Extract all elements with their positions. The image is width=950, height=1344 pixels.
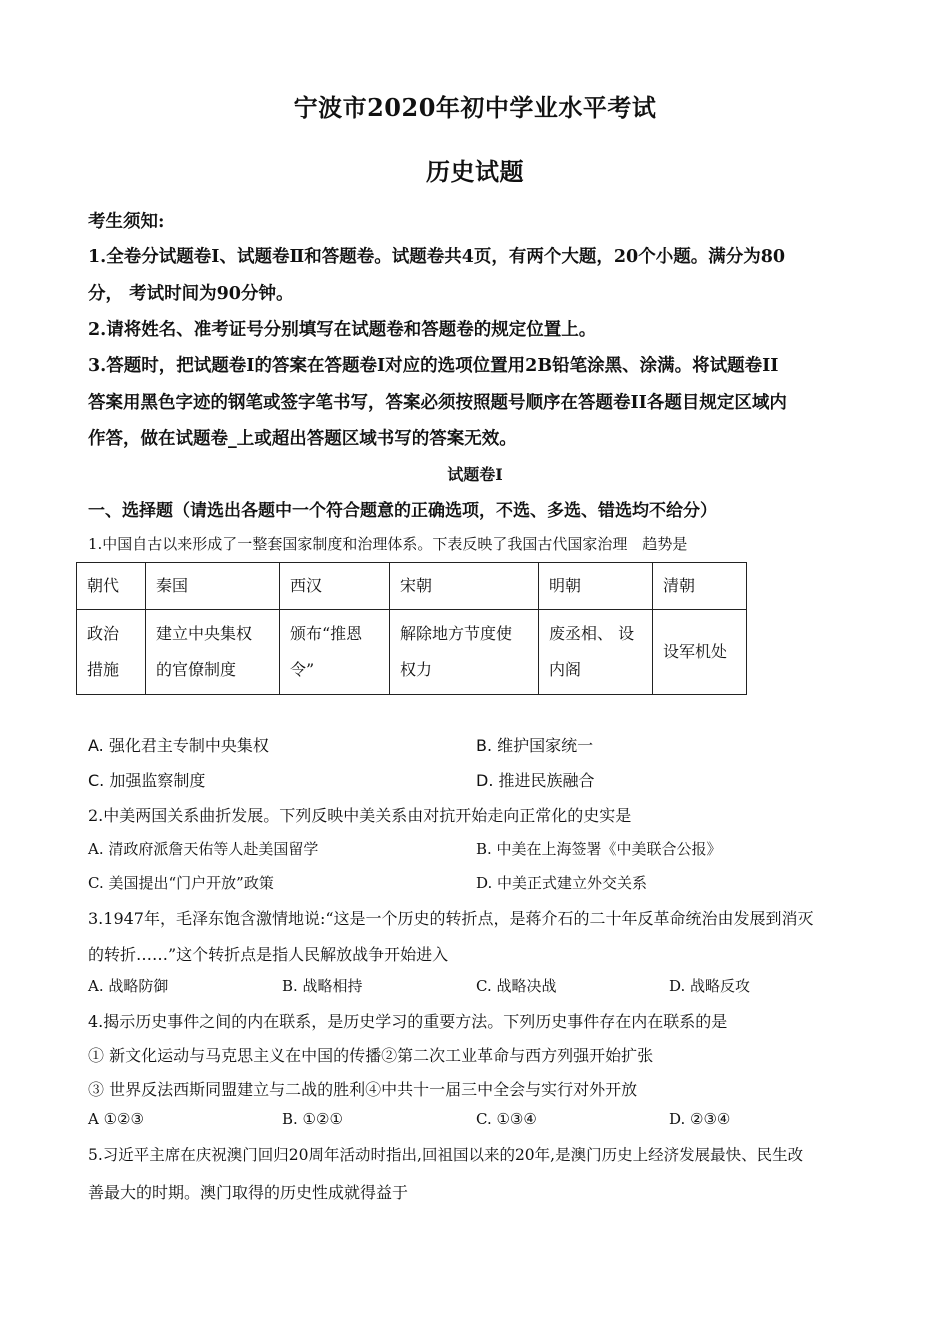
table-cell — [653, 610, 747, 695]
q2-option-b: B. 中美在上海签署《中美联合公报》 — [476, 840, 722, 858]
notice-line-1: 1.全卷分试题卷I、试题卷Ⅱ和答题卷。试题卷共4页，有两个大题，20个小题。满分为80 — [88, 247, 786, 267]
q1-option-b: B. 维护国家统一 — [476, 736, 594, 755]
cell-line: 建立中央集权 — [156, 624, 253, 643]
notice-line-3: 2.请将姓名、准考证号分别填写在试题卷和答题卷的规定位置上。 — [88, 320, 597, 340]
cell-line: 权力 — [400, 660, 433, 679]
q3-option-a: A. 战略防御 — [88, 977, 169, 995]
table-cell: 明朝 — [539, 563, 653, 610]
q4-option-c: C. ①③④ — [476, 1110, 537, 1128]
table-cell — [539, 610, 653, 695]
q4-option-a: A ①②③ — [88, 1110, 144, 1128]
table-cell: 朝代 — [77, 563, 146, 610]
table-cell: 清朝 — [653, 563, 747, 610]
exam-subtitle: 历史试题 — [426, 157, 524, 186]
notice-line-6: 作答，做在试题卷_上或超出答题区域书写的答案无效。 — [88, 429, 517, 449]
cell-line: 令” — [290, 660, 315, 679]
q3-option-b: B. 战略相持 — [282, 977, 363, 995]
q4-items-line-2: ③ 世界反法西斯同盟建立与二战的胜利④中共十一届三中全会与实行对外开放 — [88, 1080, 638, 1099]
q5-stem-line-2: 善最大的时期。澳门取得的历史性成就得益于 — [88, 1183, 409, 1202]
table-cell — [146, 610, 280, 695]
q1-option-c: C. 加强监察制度 — [88, 771, 206, 790]
q1-option-a: A. 强化君主专制中央集权 — [88, 736, 269, 755]
cell-line: 设军机处 — [663, 642, 728, 661]
q4-option-b: B. ①②① — [282, 1110, 343, 1128]
cell-line: 措施 — [87, 660, 120, 679]
q1-option-d: D. 推进民族融合 — [476, 771, 595, 790]
notice-line-4: 3.答题时，把试题卷I的答案在答题卷I对应的选项位置用2B铅笔涂黑、涂满。将试题卷II — [88, 356, 779, 376]
q3-stem-line-2: 的转折……”这个转折点是指人民解放战争开始进入 — [88, 945, 449, 964]
q3-option-c: C. 战略决战 — [476, 977, 557, 995]
table-cell — [77, 610, 146, 695]
cell-line: 废丞相、 设 — [549, 624, 635, 643]
q4-option-d: D. ②③④ — [669, 1110, 731, 1128]
q5-stem-line-1: 5.习近平主席在庆祝澳门回归20周年活动时指出,回祖国以来的20年,是澳门历史上经济发展最快、民生改 — [88, 1146, 804, 1164]
q4-stem: 4.揭示历史事件之间的内在联系，是历史学习的重要方法。下列历史事件存在内在联系的是 — [88, 1012, 728, 1031]
q2-option-d: D. 中美正式建立外交关系 — [476, 874, 648, 892]
cell-line: 政治 — [87, 624, 120, 643]
q2-option-a: A. 清政府派詹天佑等人赴美国留学 — [88, 840, 319, 858]
paper-label: 试题卷I — [447, 465, 503, 484]
q2-stem: 2.中美两国关系曲折发展。下列反映中美关系由对抗开始走向正常化的史实是 — [88, 806, 632, 825]
q3-option-d: D. 战略反攻 — [669, 977, 751, 995]
notice-line-2: 分， 考试时间为90分钟。 — [88, 284, 294, 304]
exam-title: 宁波市2020年初中学业水平考试 — [293, 93, 657, 122]
q1-stem: 1.中国自古以来形成了一整套国家制度和治理体系。下表反映了我国古代国家治理 趋势是 — [88, 535, 688, 553]
cell-line: 的官僚制度 — [156, 660, 237, 679]
table-cell — [390, 610, 539, 695]
table-row — [77, 563, 747, 610]
table-cell: 西汉 — [280, 563, 390, 610]
q1-history-table — [76, 562, 747, 695]
table-cell: 宋朝 — [390, 563, 539, 610]
section-heading: 一、选择题（请选出各题中一个符合题意的正确选项，不选、多选、错选均不给分） — [88, 501, 717, 521]
table-row — [77, 610, 747, 695]
notice-heading: 考生须知: — [88, 212, 165, 232]
q2-option-c: C. 美国提出“门户开放”政策 — [88, 874, 274, 892]
notice-line-5: 答案用黑色字迹的钢笔或签字笔书写，答案必须按照题号顺序在答题卷II各题目规定区域内 — [88, 393, 787, 413]
cell-line: 内阁 — [549, 660, 582, 679]
q3-stem-line-1: 3.1947年，毛泽东饱含激情地说:“这是一个历史的转折点，是蒋介石的二十年反革命统治由发展到消灭 — [88, 909, 814, 928]
q4-items-line-1: ① 新文化运动与马克思主义在中国的传播②第二次工业革命与西方列强开始扩张 — [88, 1046, 654, 1065]
cell-line: 解除地方节度使 — [400, 624, 513, 643]
cell-line: 颁布“推恩 — [290, 624, 363, 643]
table-cell — [280, 610, 390, 695]
table-cell: 秦国 — [146, 563, 280, 610]
